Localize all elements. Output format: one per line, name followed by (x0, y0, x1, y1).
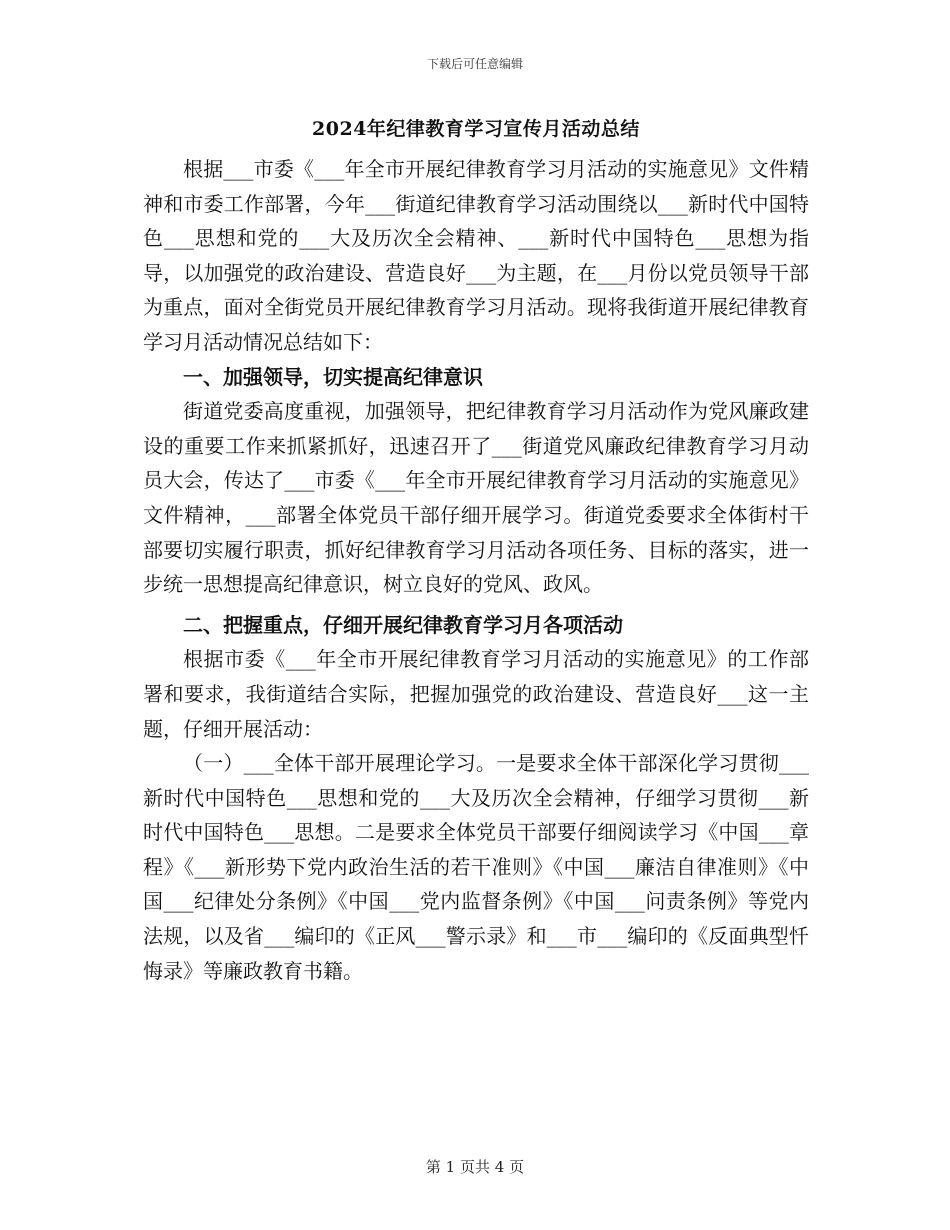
document-title: 2024年纪律教育学习宣传月活动总结 (312, 118, 640, 140)
section-2-paragraph: 根据市委《___年全市开展纪律教育学习月活动的实施意见》的工作部署和要求，我街道结合实际，把握加强党的政治建设、营造良好___这一主题，仔细开展活动： (143, 647, 809, 741)
intro-paragraph: 根据___市委《___年全市开展纪律教育学习月活动的实施意见》文件精神和市委工作部署，今年___街道纪律教育学习活动围绕以___新时代中国特色___思想和党的___大及历次全会精神、___新时代中国特色___思想为指导，以加强党的政治建设、营造良好___为主题，在___月份以党员领导干部为重点，面对全街党员开展纪律教育学习月活动。现将我街道开展纪律教育学习月活动情况总结如下： (143, 157, 809, 354)
subsection-1-paragraph: （一）___全体干部开展理论学习。一是要求全体干部深化学习贯彻___新时代中国特色___思想和党的___大及历次全会精神，仔细学习贯彻___新时代中国特色___思想。二是要求全体党员干部要仔细阅读学习《中国___章程》《___新形势下党内政治生活的若干准则》《中国___廉洁自律准则》《中国___纪律处分条例》《中国___党内监督条例》《中国___问责条例》等党内法规，以及省___编印的《正风___警示录》和___市___编印的《反面典型忏悔录》等廉政教育书籍。 (143, 751, 809, 983)
section-1-heading: 一、加强领导，切实提高纪律意识 (183, 364, 483, 389)
section-2-heading: 二、把握重点，仔细开展纪律教育学习月各项活动 (183, 612, 623, 637)
page-footer: 第 1 页共 4 页 (425, 1158, 525, 1176)
document-body (143, 112, 809, 988)
header-note: 下载后可任意编辑 (426, 57, 523, 71)
section-1-paragraph: 街道党委高度重视，加强领导，把纪律教育学习月活动作为党风廉政建设的重要工作来抓紧抓好，迅速召开了___街道党风廉政纪律教育学习月动员大会，传达了___市委《___年全市开展纪律教育学习月活动的实施意见》文件精神，___部署全体党员干部仔细开展学习。街道党委要求全体街村干部要切实履行职责，抓好纪律教育学习月活动各项任务、目标的落实，进一步统一思想提高纪律意识，树立良好的党风、政风。 (143, 399, 809, 597)
